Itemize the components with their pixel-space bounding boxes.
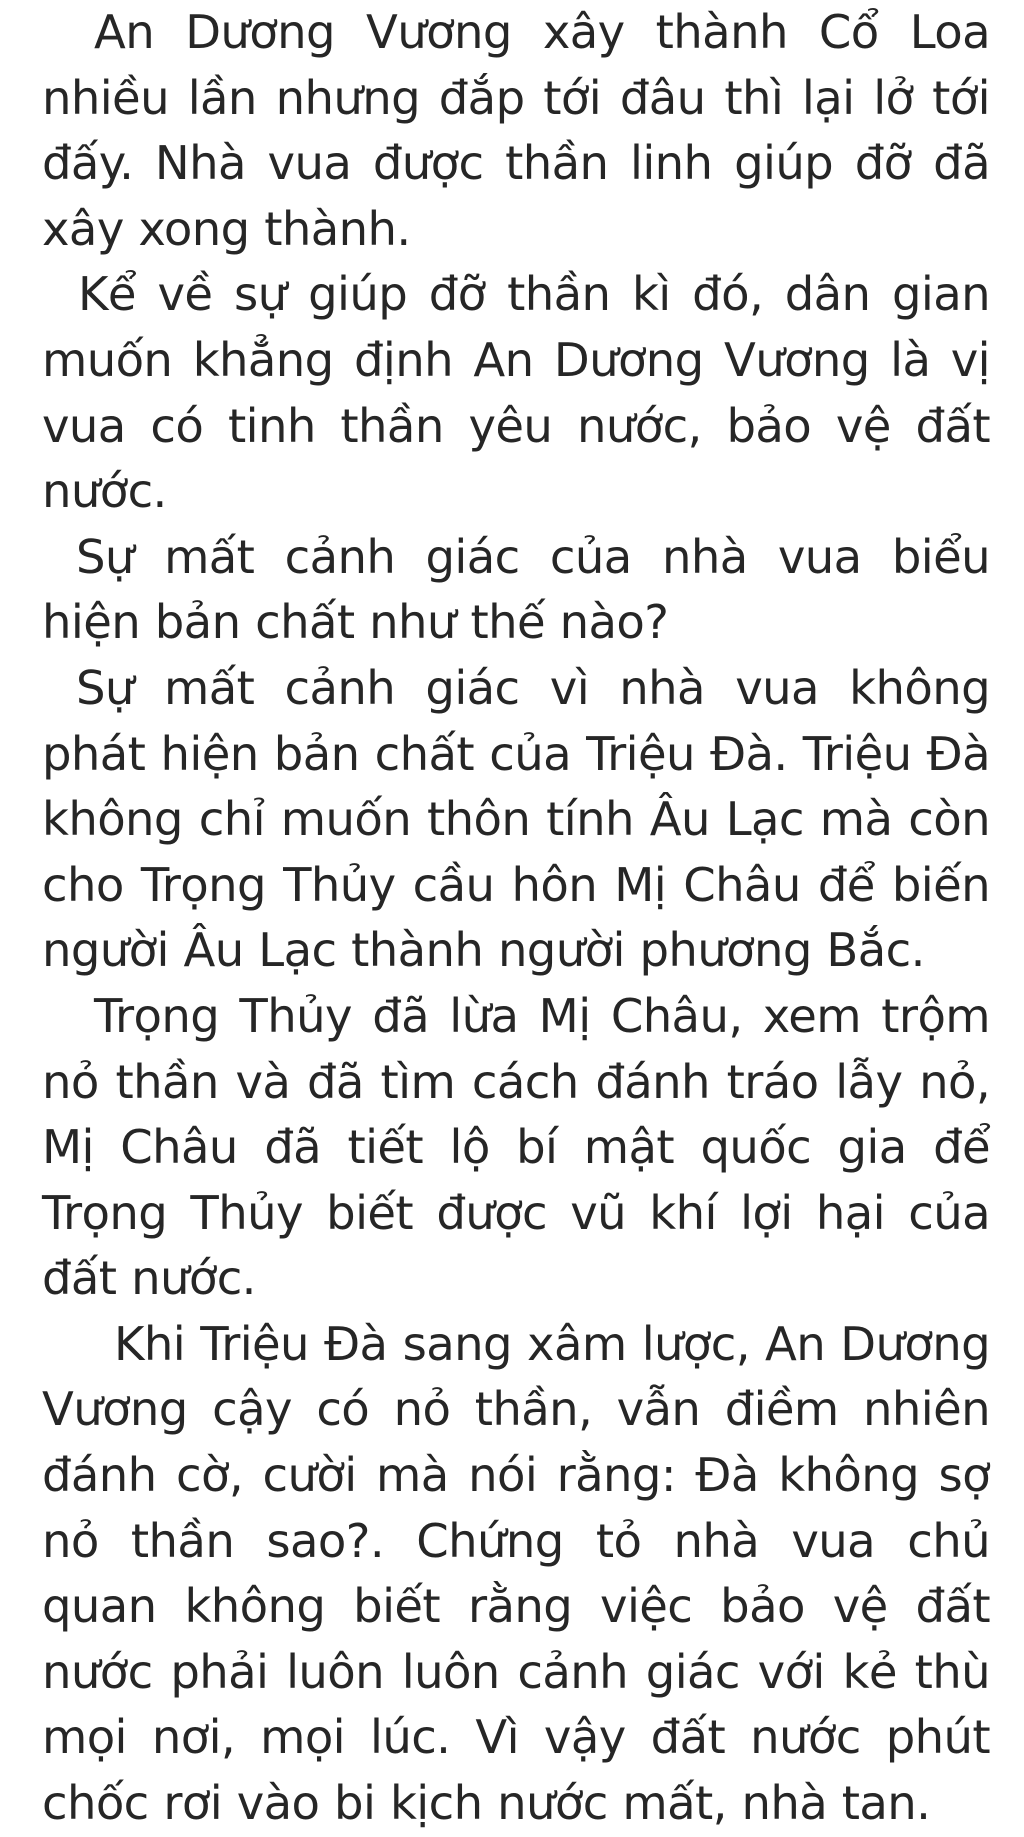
paragraph-2: Kể về sự giúp đỡ thần kì đó, dân gian muốn khẳng định An Dương Vương là vị vua có tinh thần yêu nước, bảo vệ đất nước.	[42, 267, 990, 519]
paragraph-5: Trọng Thủy đã lừa Mị Châu, xem trộm nỏ thần và đã tìm cách đánh tráo lẫy nỏ, Mị Châu đã tiết lộ bí mật quốc gia để Trọng Thủy biết được vũ khí lợi hại của đất nước.	[42, 988, 990, 1306]
paragraph-4: Sự mất cảnh giác vì nhà vua không phát hiện bản chất của Triệu Đà. Triệu Đà không chỉ muốn thôn tính Âu Lạc mà còn cho Trọng Thủy cầu hôn Mị Châu để biến người Âu Lạc thành người phương Bắc.	[42, 660, 990, 978]
paragraph-6: Khi Triệu Đà sang xâm lược, An Dương Vương cậy có nỏ thần, vẫn điềm nhiên đánh cờ, cười mà nói rằng: Đà không sợ nỏ thần sao?. Chứng tỏ nhà vua chủ quan không biết rằng việc bảo vệ đất nước phải luôn luôn cảnh giác với kẻ thù mọi nơi, mọi lúc. Vì vậy đất nước phút chốc rơi vào bi kịch nước mất, nhà tan.	[42, 1316, 990, 1831]
paragraph-1: An Dương Vương xây thành Cổ Loa nhiều lần nhưng đắp tới đâu thì lại lở tới đấy. Nhà vua được thần linh giúp đỡ đã xây xong thành.	[42, 5, 990, 256]
document-body	[42, 0, 990, 1837]
paragraph-3: Sự mất cảnh giác của nhà vua biểu hiện bản chất như thế nào?	[42, 529, 990, 650]
